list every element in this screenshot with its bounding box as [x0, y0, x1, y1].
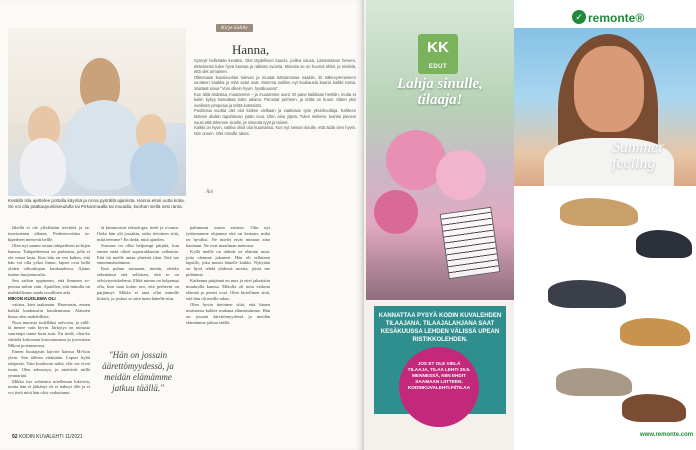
column-paragraph: tä kimmoitvat teknologia, tiede ja a-ransa. Onko hän ylä jossakin, onko tietoinen siitä, mitä teemme? En tiedä, mitä ajatelen.	[97, 225, 179, 242]
logo-initials: KK	[427, 39, 449, 56]
letter-paragraph: Kun äitiä ahdistaa, muutamme – ja muutamme uuen. Et pane kaikkaan henttiin, mutta et kokin kykyy kasvattaa koko aikana. Perustat perheen, ja tehtä on kuusi. Sitten yksi ovelisten pimputus ja tehtä kotetsistö.	[194, 91, 356, 108]
letter-paragraph: Olleesaasi kuusivuotias tulevan ja muutat ääniarvasaa naakiin. Et näkevymmeneen vuotteen saakka ja mitä asiat ovat. Mumma sotillee nyt kuukausia kaunis kaikki toista. Vaistaat sinua "Voin olkein hyvin, hyväkuussa".	[194, 74, 356, 91]
letter-body	[194, 58, 356, 136]
letter-paragraph: Puolitosia vuottia olet olut kaiken vielkaan ja vaativaan työn yksinhuoltaja. Kahteen lasteen aluikin tapahtuvan jotain isoa. Olen aina ylpeä. Tulee mieleen, kuinka pieneni suusi että telemme sinulle, ja nimenta tyytt ja taimet.	[194, 108, 356, 125]
magazine-issue: KODIN KUVALEHTI 11/2021	[18, 434, 83, 440]
column-paragraph: lähellä ei ole ylivähäiän tervitetä ja sa-tuuviutenen alkuna. Perheenvoidan tu-kiperheet menevät hellle.	[8, 225, 90, 242]
letter-greeting: Hanna,	[232, 42, 270, 57]
photo-caption: Kesällä Isla ajettelee pottalla käyntiä ja Anna pyörällä ajamista. Hanna elosi uutta kotia. Se voi olla pääkaupunkiseudulla tai Pirkanmaalla tai muualla, kunhan siellä ossi ranta.	[8, 198, 185, 209]
ad-url[interactable]: www.remonte.com	[640, 432, 694, 438]
column-paragraph: Ennen huutajasin kärvön kanssa Mi-kon ylein. Sen tälleen ettäntään. Lapset hylät ettäpesät. Vain kuuluvan mikä, elät vai eivät tuntu. Olen arkussiyn, ja miettivät millä ymmärtää.	[8, 349, 90, 378]
column-paragraph: pahimmat suurta aistiota. Olin nyt tyttärenmme ohjannut että on kertaan, mikä on hyväksi. Ne mielet eivät minuun aina kauttaan. Ne ovat maailman menossa.	[186, 225, 270, 248]
column-paragraph: Suruusa on ollut helpompi pärjätä, kun emme enää olleet superrakkautin valhainta. Että itä meille antaa yhteistä tilan. Että me ennemmäistämme.	[97, 242, 179, 266]
column-paragraph: Kaikenna pärjännä on nuts ja ettei jaksaisiin muukoilla kanssa. Mikolla oli noin vaikeaa elämää ja pienet ovat. Olen kiitollinen siitä, että hän oli meille rakas.	[186, 278, 270, 301]
section-tag: Kirje äidille	[216, 24, 253, 32]
column-paragraph: Olen nyt saanut oman tukiperheen tu-kijen kanssa. Tukiperheensä on parhaista, jolla ei ole omaa lasta. Kun hän on ren kalien, että hän voi olla yöksi linnut, lapset ovat hellä yhden viikonlopun kuukaudessa. Ajatus tuntuu huojentavalta.	[8, 242, 90, 278]
peony-bloom	[374, 190, 418, 234]
page-folio	[12, 434, 83, 440]
article-column-3	[186, 225, 270, 325]
remonte-logo	[588, 11, 644, 25]
family-photo	[8, 28, 186, 196]
child-right-dress	[130, 142, 178, 196]
article-column-2	[97, 225, 179, 302]
gift-headline: Lahja sinulle, tilaaja!	[397, 76, 483, 108]
column-paragraph: Mikko itse suhteutui mielleman lukeviin, mutta hän ei jätkänyt ett ei nähnyt ölle ja ei voi tietä mitä hän olisi vaikuttanut.	[8, 378, 90, 396]
remonte-logo-icon: ✓	[572, 10, 586, 24]
ad-tagline: Summer feeling	[612, 139, 665, 172]
crossword-magazine-image	[440, 207, 501, 280]
pull-quote: "Hän on jossain äärettömyydessä, ja meidän elämämme jatkuu täällä."	[102, 350, 174, 393]
column-paragraph: Kyllä meille on tärkeät ne elämän asiat, joita olemme jakaneet. Hän oli sellainen lapsille, joka muisti hänelle kaikki. Nykyään on hyvä tehdä yhdessä asioita, joista me pidämme.	[186, 248, 270, 278]
subscribe-badge[interactable]: JOS ET OLE VIELÄ TILAAJA, TILAA LEHTI 25.5. MENNESSÄ, NIIN EHDIT SAAMAAN LIITTEEN. KODINKUVALEHTI.FI/TILAA	[399, 347, 479, 427]
column-paragraph: Kun puhun tarinaani, mietin, olenko rakentanut sitä sellaisen, että se on selviytymiskelemä. Ehkä minua on helpompi olla, kun saan kokin sen, että perheeni on pärjännyt. Mikko ei aina ollut minulle kiitotti, ja joskus se siitä meni hänelle niin.	[97, 266, 179, 301]
peony-bloom	[436, 150, 486, 200]
brand-name: remonte	[588, 11, 636, 25]
column-paragraph: Olen hyvin tietoinen siitä, että hänen muistonsa kulkee mukana elämässämme. Hän on jossain äärettömyydessä ja meidän elämämme jatkuu täällä.	[186, 301, 270, 325]
logo-word: EDUT	[428, 64, 448, 70]
registered-mark: ®	[635, 11, 645, 25]
model-face	[574, 46, 644, 132]
offer-title: KANNATTAA PYSYÄ KODIN KUVALEHDEN TILAAJANA. TILAAJALAHJANA SAAT KESÄKUUSSA LEHDEN VÄLISSÄ UPEAN RISTIKKOLEHDEN.	[378, 313, 502, 343]
kk-edut-logo	[418, 34, 458, 74]
letter-paragraph: Synnyit hellesään keväksi. Olet täydellisen kaunis, pullea vauva. Lastentaloon hereen, ettäsinusta tulee hyvä kasvaa ja ratkista ovoista. Minusta se on huonot ehkä, ja mielelä, että olet armainen.	[194, 58, 356, 75]
column-subheading: MIKON KUOLEMA OLI	[8, 295, 56, 301]
letter-signature: Äiti	[206, 190, 214, 195]
page-number: 92	[12, 434, 18, 440]
column-paragraph: Nura murusta iodellaksi aalvosta, ja välil-lä menee vain hyvin. Järkytys on minusta suurempi tunne kuin suru. En tiedä, olen-ko väittelä kokonaan kotoutumassa ja jon-misen Mikon poismenossa.	[8, 319, 90, 349]
article-column-1	[8, 225, 90, 396]
child-left-dress	[20, 138, 66, 196]
column-paragraph: vaittoa, kieä taakanam. Huomasin, ennen kaikki kuukausiin kaudenmaan. Alaiaien hinsa olen mahdollisia.	[8, 301, 90, 319]
column-paragraph: Sen saikon oppineeni, että ihminen so-peutuu mihin vain. Ajatellen, että minulla on mahdollisuus saada tavallinen arki.	[8, 278, 90, 295]
letter-paragraph: Kaikki on hyvin, vaikka olisit olut kuumassa. Kun nyt seinan sinulle, että äidiä olen hyvin. Niin onnen. Olet minulle rakas.	[194, 125, 356, 136]
